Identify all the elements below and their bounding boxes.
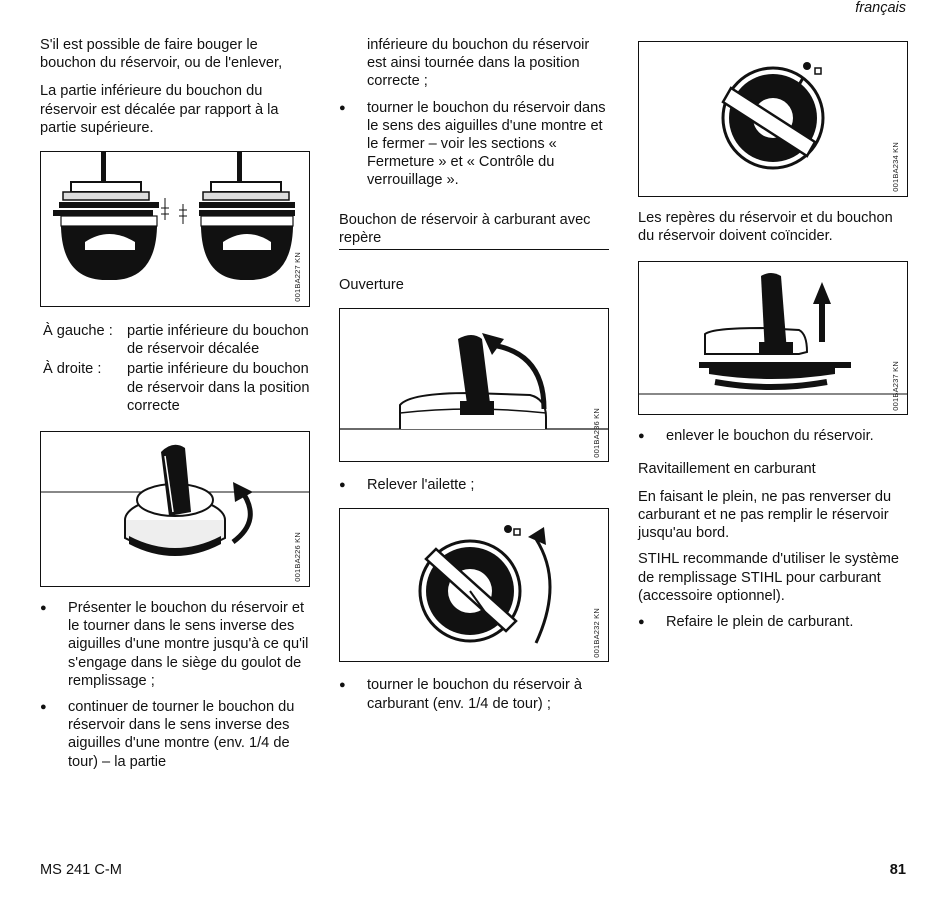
cap-turn-illustration xyxy=(41,432,309,586)
section-heading: Ravitaillement en carburant xyxy=(638,460,816,477)
figure-code: 001BA237 KN xyxy=(890,360,900,411)
instruction-bullet: ● Présenter le bouchon du réservoir et le tourner dans le sens inverse des aiguilles d'une montre jusqu'à ce qu'il s'engage dans le siège du goulot de remplissage ; xyxy=(40,599,310,690)
language-label: français xyxy=(855,0,906,16)
legend-term-right: À droite : xyxy=(43,361,102,378)
legend-term-left: À gauche : xyxy=(43,323,113,340)
model-name: MS 241 C-M xyxy=(40,862,122,878)
section-heading: S'il est possible de faire bouger le bouchon du réservoir, ou de l'enlever, xyxy=(40,37,283,72)
page-number: 81 xyxy=(889,862,906,878)
body-text: Les repères du réservoir et du bouchon du réservoir doivent coïncider. xyxy=(638,210,893,245)
remove-cap-illustration xyxy=(639,262,907,414)
instruction-bullet: ● Relever l'ailette ; xyxy=(339,476,609,494)
instruction-bullet: ● continuer de tourner le bouchon du réservoir dans le sens inverse des aiguilles d'une montre (env. 1/4 de tour) – la partie xyxy=(40,698,310,771)
cap-offset-illustration xyxy=(41,152,309,306)
figure-code: 001BA236 KN xyxy=(591,407,601,458)
figure-code: 001BA232 KN xyxy=(591,607,601,658)
column-right xyxy=(638,36,908,631)
body-text: STIHL recommande d'utiliser le système de remplissage STIHL pour carburant (accessoire optionnel). xyxy=(638,551,899,604)
instruction-bullet: ● tourner le bouchon du réservoir dans le sens des aiguilles d'une montre et le fermer – voir les sections « Fermeture » et « Contrôle du verrouillage ». xyxy=(339,99,609,190)
instruction-bullet: ● enlever le bouchon du réservoir. xyxy=(638,427,908,445)
section-heading: Bouchon de réservoir à carburant avec repère xyxy=(339,211,609,250)
markers-align-illustration xyxy=(639,42,907,196)
column-left xyxy=(40,36,310,771)
column-middle xyxy=(339,36,609,713)
lift-wing-illustration xyxy=(340,309,608,461)
figure-code: 001BA226 KN xyxy=(292,532,302,583)
intro-text: La partie inférieure du bouchon du réservoir est décalée par rapport à la partie supérieure. xyxy=(40,83,279,136)
legend-desc-left: partie inférieure du bouchon de réservoir décalée xyxy=(127,323,309,358)
instruction-bullet: ● tourner le bouchon du réservoir à carburant (env. 1/4 de tour) ; xyxy=(339,676,609,712)
sub-heading: Ouverture xyxy=(339,277,404,294)
rotate-cap-illustration xyxy=(340,509,608,661)
legend-desc-right: partie inférieure du bouchon de réservoir dans la position correcte xyxy=(127,361,310,414)
body-text: En faisant le plein, ne pas renverser du carburant et ne pas remplir le réservoir jusqu'au bord. xyxy=(638,488,892,542)
figure-remove-cap xyxy=(638,261,908,415)
figure-cap-turn-ccw xyxy=(40,431,310,587)
figure-cap-offset xyxy=(40,151,310,307)
figure-rotate-cap xyxy=(339,508,609,662)
figure-code: 001BA234 KN xyxy=(890,142,900,192)
continued-text: inférieure du bouchon du réservoir est ainsi tournée dans la position correcte ; xyxy=(367,37,590,90)
figure-code: 001BA227 KN xyxy=(292,252,302,303)
figure-legend xyxy=(43,322,310,415)
instruction-bullet: ● Refaire le plein de carburant. xyxy=(638,613,908,631)
figure-markers-align xyxy=(638,41,908,197)
figure-lift-wing xyxy=(339,308,609,462)
